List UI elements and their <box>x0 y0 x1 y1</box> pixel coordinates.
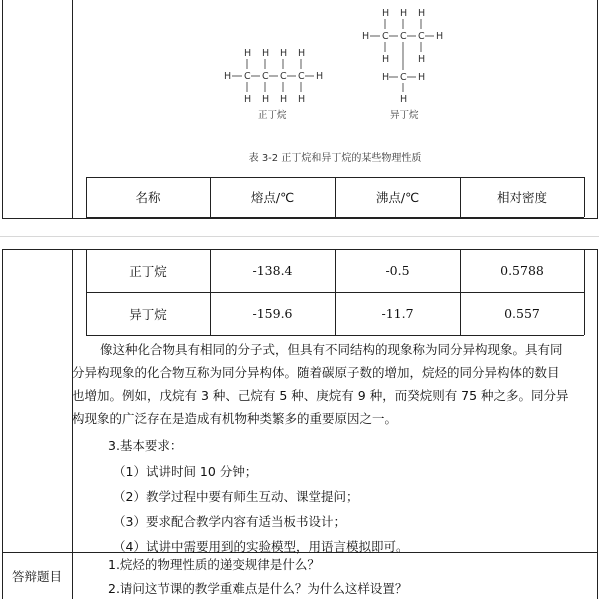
defense-top-border <box>2 552 598 553</box>
svg-text:H: H <box>362 31 370 42</box>
svg-text:C: C <box>298 71 305 82</box>
svg-text:H: H <box>280 94 288 105</box>
paragraph-line-3: 也增加。例如，戊烷有 3 种、己烷有 5 种、庚烷有 9 种，而癸烷则有 75 种之多。同分异 <box>72 388 569 403</box>
table-header-boiling-point: 沸点/℃ <box>375 190 420 205</box>
svg-text:正丁烷: 正丁烷 <box>258 110 287 121</box>
defense-question-1: 1.烷烃的物理性质的递变规律是什么？ <box>108 557 320 572</box>
svg-text:H: H <box>244 94 252 105</box>
table-right-border <box>584 249 585 335</box>
svg-text:C: C <box>280 71 287 82</box>
table-cell-n-butane-boiling: -0.5 <box>385 263 410 278</box>
svg-text:H: H <box>382 54 390 65</box>
svg-text:H: H <box>316 71 324 82</box>
paragraph-line-4: 构现象的广泛存在是造成有机物种类繁多的重要原因之一。 <box>72 411 398 426</box>
table-cell-isobutane-density: 0.557 <box>504 306 540 321</box>
n-butane-structure <box>218 46 336 122</box>
table-cell-n-butane-melting: -138.4 <box>252 263 293 278</box>
table-cell-isobutane-name: 异丁烷 <box>129 306 167 322</box>
svg-text:H: H <box>298 94 306 105</box>
svg-text:H: H <box>298 48 306 59</box>
isobutane-structure <box>356 6 456 122</box>
paragraph-line-2: 分异构现象的化合物互称为同分异构体。随着碳原子数的增加，烷烃的同分异构体的数目 <box>72 365 560 380</box>
table-header-name: 名称 <box>135 190 161 205</box>
svg-text:C: C <box>418 31 425 42</box>
svg-text:H: H <box>244 48 252 59</box>
svg-text:H: H <box>418 8 426 19</box>
page-left-border <box>2 0 3 218</box>
requirement-item-4: （4）试讲中需要用到的实验模型，用语言模拟即可。 <box>113 539 409 554</box>
svg-text:H: H <box>382 8 390 19</box>
defense-label: 答辩题目 <box>11 568 62 584</box>
svg-text:C: C <box>400 72 407 83</box>
table-right-border-top <box>584 177 585 217</box>
svg-text:异丁烷: 异丁烷 <box>390 110 419 121</box>
svg-text:H: H <box>400 8 408 19</box>
svg-text:H: H <box>224 71 232 82</box>
isomerism-paragraph <box>72 338 590 430</box>
table-bottom-border <box>86 335 584 336</box>
table-cell-isobutane-boiling: -11.7 <box>381 306 414 321</box>
page-gap-line <box>0 236 599 237</box>
svg-text:H: H <box>418 54 426 65</box>
page-right-border <box>597 0 598 218</box>
page-bottom-border <box>2 218 598 219</box>
requirements-title: 3.基本要求： <box>108 438 183 453</box>
defense-question-2: 2.请问这节课的教学重难点是什么？为什么这样设置？ <box>108 581 408 596</box>
svg-text:C: C <box>244 71 251 82</box>
page-left-border-2 <box>2 249 3 599</box>
page-right-border-2 <box>597 249 598 599</box>
table-caption: 表 3-2 正丁烷和异丁烷的某些物理性质 <box>248 153 422 164</box>
paragraph-line-1: 像这种化合物具有相同的分子式，但具有不同结构的现象称为同分异构现象。具有同 <box>100 342 563 357</box>
svg-text:C: C <box>262 71 269 82</box>
svg-text:H: H <box>280 48 288 59</box>
svg-text:C: C <box>382 31 389 42</box>
svg-text:H: H <box>418 72 426 83</box>
svg-text:H: H <box>436 31 444 42</box>
table-header-relative-density: 相对密度 <box>496 190 547 205</box>
svg-text:H: H <box>262 48 270 59</box>
requirement-item-3: （3）要求配合教学内容有适当板书设计； <box>113 514 346 529</box>
page-gap <box>0 220 599 249</box>
svg-text:C: C <box>400 31 407 42</box>
requirement-item-1: （1）试讲时间 10 分钟； <box>113 464 258 479</box>
table-header-melting-point: 熔点/℃ <box>250 190 295 205</box>
content-left-border <box>72 0 73 218</box>
table-cell-isobutane-melting: -159.6 <box>252 306 293 321</box>
requirement-item-2: （2）教学过程中要有师生互动、课堂提问； <box>113 489 359 504</box>
svg-text:H: H <box>382 72 390 83</box>
table-cell-n-butane-name: 正丁烷 <box>129 263 167 279</box>
table-cell-n-butane-density: 0.5788 <box>500 263 544 278</box>
svg-text:H: H <box>262 94 270 105</box>
svg-text:H: H <box>400 94 408 105</box>
